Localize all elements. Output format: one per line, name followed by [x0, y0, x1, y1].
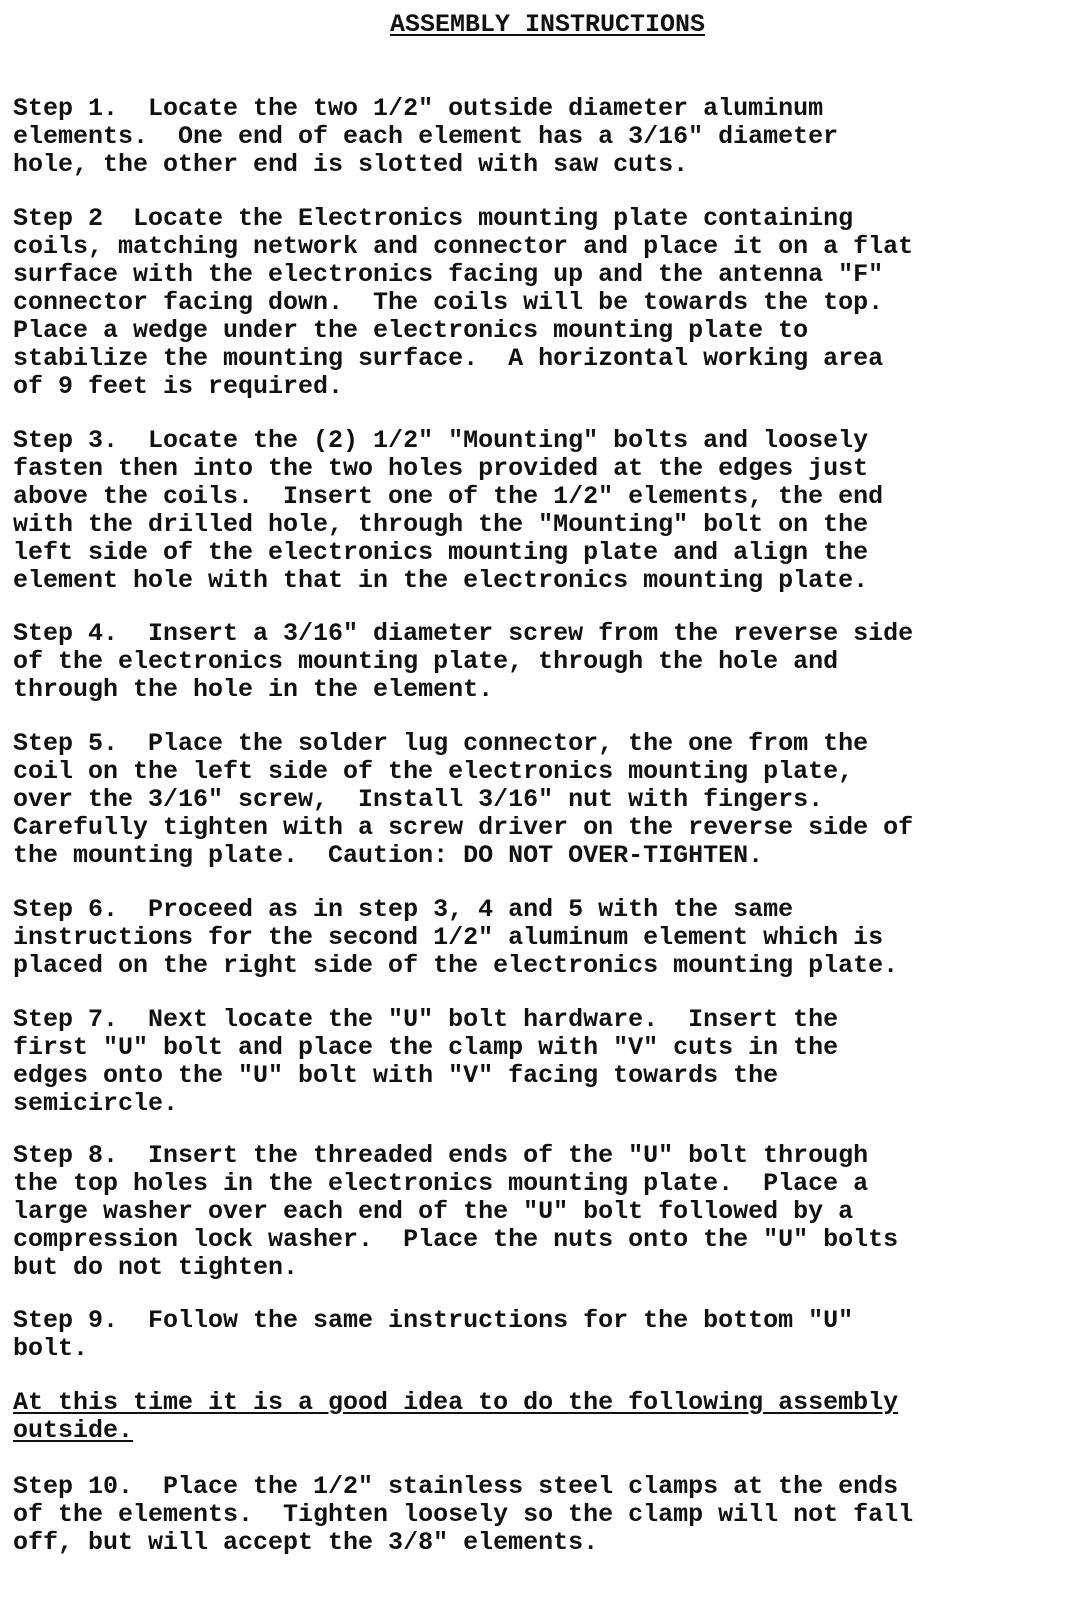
text-line: compression lock washer. Place the nuts onto the "U" bolts: [13, 1225, 899, 1254]
text-line: left side of the electronics mounting plate and align the: [13, 538, 869, 567]
text-line: hole, the other end is slotted with saw cuts.: [13, 150, 689, 179]
text-line: semicircle.: [13, 1089, 179, 1118]
text-line: first "U" bolt and place the clamp with "V" cuts in the: [13, 1033, 839, 1062]
text-line: with the drilled hole, through the "Mounting" bolt on the: [13, 510, 869, 539]
text-line: Step 10. Place the 1/2" stainless steel clamps at the ends: [13, 1472, 899, 1501]
text-line: Step 1. Locate the two 1/2" outside diameter aluminum: [13, 94, 824, 123]
text-line: of 9 feet is required.: [13, 372, 344, 401]
text-line: connector facing down. The coils will be towards the top.: [13, 288, 884, 317]
text-line: coils, matching network and connector and place it on a flat: [13, 232, 914, 261]
text-line: stabilize the mounting surface. A horizontal working area: [13, 344, 884, 373]
text-line: above the coils. Insert one of the 1/2" elements, the end: [13, 482, 884, 511]
text-line: the top holes in the electronics mounting plate. Place a: [13, 1169, 869, 1198]
text-line: bolt.: [13, 1334, 89, 1363]
text-line: Step 9. Follow the same instructions for the bottom "U": [13, 1306, 854, 1335]
step-8-paragraph: [13, 1142, 1073, 1282]
text-line: off, but will accept the 3/8" elements.: [13, 1528, 599, 1557]
text-line: Place a wedge under the electronics mounting plate to: [13, 316, 809, 345]
text-line: At this time it is a good idea to do the following assembly: [13, 1388, 899, 1417]
text-line: coil on the left side of the electronics mounting plate,: [13, 757, 854, 786]
text-line: Step 8. Insert the threaded ends of the "U" bolt through: [13, 1141, 869, 1170]
step-3-paragraph: [13, 427, 1073, 595]
step-10-paragraph: [13, 1473, 1073, 1557]
text-line: Step 7. Next locate the "U" bolt hardware. Insert the: [13, 1005, 839, 1034]
text-line: Step 5. Place the solder lug connector, the one from the: [13, 729, 869, 758]
text-line: instructions for the second 1/2" aluminum element which is: [13, 923, 884, 952]
step-7-paragraph: [13, 1006, 1073, 1118]
step-1-paragraph: [13, 95, 1073, 179]
text-line: large washer over each end of the "U" bolt followed by a: [13, 1197, 854, 1226]
text-line: of the electronics mounting plate, through the hole and: [13, 647, 839, 676]
text-line: Step 4. Insert a 3/16" diameter screw from the reverse side: [13, 619, 914, 648]
text-line: Step 2 Locate the Electronics mounting plate containing: [13, 204, 854, 233]
text-line: elements. One end of each element has a 3/16" diameter: [13, 122, 839, 151]
text-line: fasten then into the two holes provided at the edges just: [13, 454, 869, 483]
text-line: placed on the right side of the electronics mounting plate.: [13, 951, 899, 980]
text-line: Step 6. Proceed as in step 3, 4 and 5 with the same: [13, 895, 794, 924]
text-line: Carefully tighten with a screw driver on the reverse side of: [13, 813, 914, 842]
step-6-paragraph: [13, 896, 1073, 980]
step-5-paragraph: [13, 730, 1073, 870]
text-line: the mounting plate. Caution: DO NOT OVER-TIGHTEN.: [13, 841, 764, 870]
page-title: ASSEMBLY INSTRUCTIONS: [390, 10, 706, 39]
step-2-paragraph: [13, 205, 1073, 401]
text-line: Step 3. Locate the (2) 1/2" "Mounting" bolts and loosely: [13, 426, 869, 455]
text-line: through the hole in the element.: [13, 675, 494, 704]
text-line: over the 3/16" screw, Install 3/16" nut with fingers.: [13, 785, 824, 814]
text-line: of the elements. Tighten loosely so the clamp will not fall: [13, 1500, 914, 1529]
outside-assembly-note: [13, 1389, 1073, 1445]
text-line: edges onto the "U" bolt with "V" facing towards the: [13, 1061, 779, 1090]
text-line: but do not tighten.: [13, 1253, 299, 1282]
text-line: element hole with that in the electronics mounting plate.: [13, 566, 869, 595]
step-4-paragraph: [13, 620, 1073, 704]
step-9-paragraph: [13, 1307, 1073, 1363]
text-line: surface with the electronics facing up and the antenna "F": [13, 260, 884, 289]
text-line: outside.: [13, 1416, 134, 1445]
